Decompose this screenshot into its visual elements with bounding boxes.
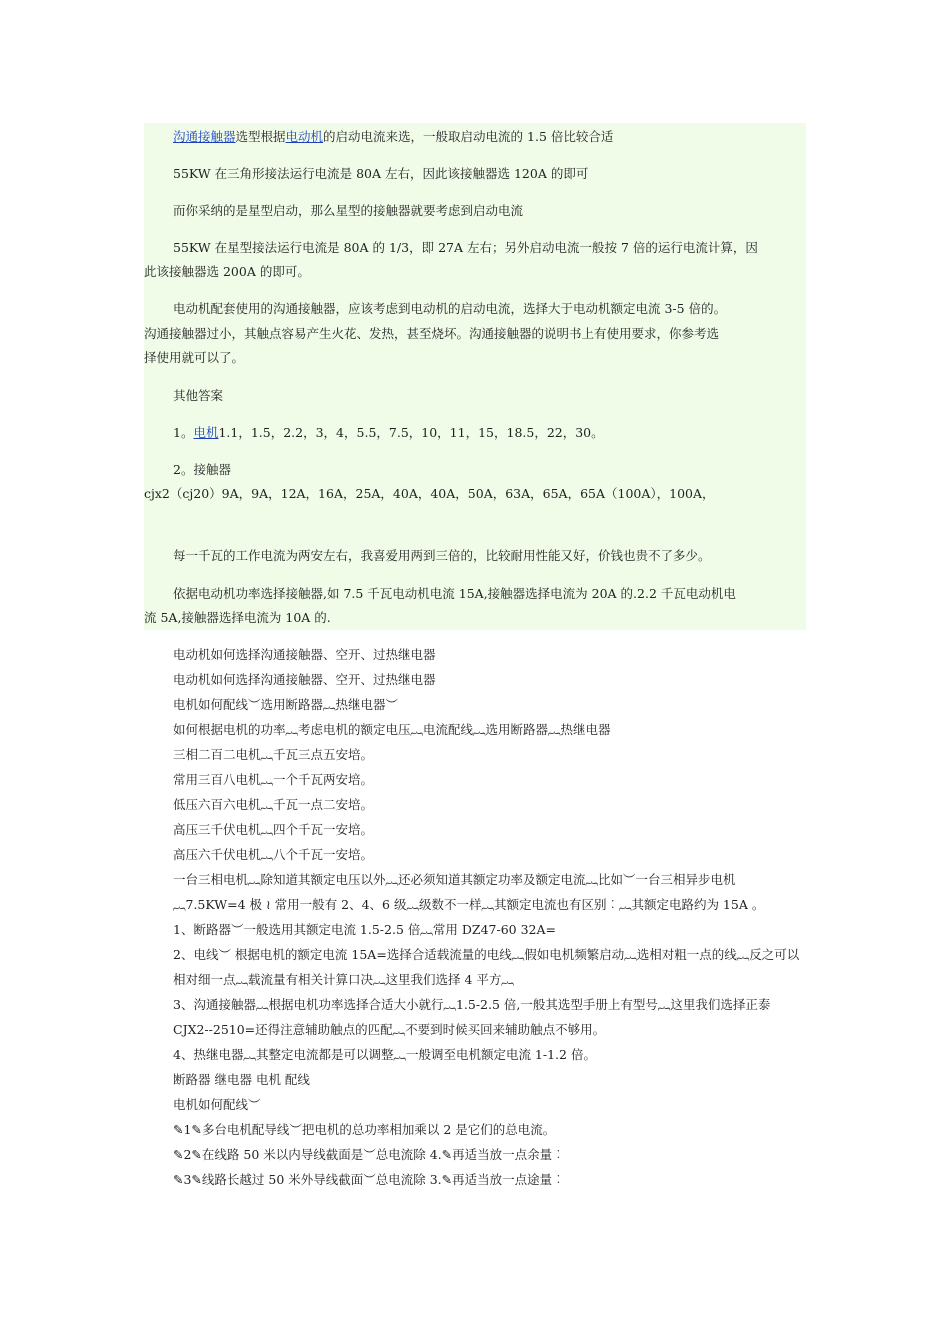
wire-item: 2、电线︶ 根据电机的额定电流 15A=选择合适载流量的电线︷假如电机频繁启动︷选相对粗一点的线︷反之可以相对细一点︷载流量有相关计算口决︷这里我们选择 4 平方︷	[173, 947, 800, 987]
wiring-rule-1: ✎1✎多台电机配导线︶把电机的总功率相加乘以 2 是它们的总电流。	[173, 1122, 556, 1137]
answer-paragraph-3: 而你采纳的是星型启动，那么星型的接触器就要考虑到启动电流	[173, 203, 524, 218]
answer-paragraph-5-line-2: 沟通接触器过小，其触点容易产生火花、发热，甚至烧坏。沟通接触器的说明书上有使用要求，你参考选	[144, 326, 720, 341]
contactor-item-label: 2。接触器	[173, 462, 231, 477]
answer-paragraph-2: 55KW 在三角形接法运行电流是 80A 左右，因此该接触器选 120A 的即可	[173, 166, 589, 181]
motor-link[interactable]: 电动机	[285, 129, 324, 144]
body-line: 高压六千伏电机︷八个千瓦一安培。	[173, 847, 374, 862]
contactor-ratings: cjx2（cj20）9A，9A，12A，16A，25A，40A，40A，50A，63A，65A，65A（100A），100A，	[144, 486, 715, 501]
body-paragraph: 一台三相电机︷除知道其额定电压以外︷还必须知道其额定功率及额定电流︷比如︶一台三相异步电机︷7.5KW=4 极 ≀ 常用一般有 2、4、6 级︷级数不一样︷其额定电流也有区别︰︷其额定电路约为 15A 。	[173, 872, 765, 912]
answer-paragraph-5-line-3: 择使用就可以了。	[144, 350, 245, 365]
wiring-rule-3: ✎3✎线路长越过 50 米外导线截面︶总电流除 3.✎再适当放一点途量︰	[173, 1172, 565, 1187]
motor-link-2[interactable]: 电机	[193, 425, 219, 440]
answer-paragraph-5-line-1: 电动机配套使用的沟通接触器，应该考虑到电动机的启动电流，选择大于电动机额定电流 3-5 倍的。	[173, 301, 727, 316]
body-line: 高压三千伏电机︷四个千瓦一安培。	[173, 822, 374, 837]
contactor-link[interactable]: 沟通接触器	[173, 129, 236, 144]
body-line: 低压六百六电机︷千瓦一点二安培。	[173, 797, 374, 812]
wiring-heading: 电机如何配线︶	[173, 1097, 261, 1112]
breaker-item: 1、断路器︶一般选用其额定电流 1.5-2.5 倍︷常用 DZ47-60 32A=	[173, 922, 556, 937]
thermal-relay-item: 4、热继电器︷其整定电流都是可以调整︷一般调至电机额定电流 1-1.2 倍。	[173, 1047, 596, 1062]
answer-paragraph-4-line-2: 此该接触器选 200A 的即可。	[144, 264, 310, 279]
other-answers-heading: 其他答案	[173, 388, 224, 403]
wiring-rule-2: ✎2✎在线路 50 米以内导线截面是︶总电流除 4.✎再适当放一点余量︰	[173, 1147, 565, 1162]
answer-paragraph-4-line-1: 55KW 在星型接法运行电流是 80A 的 1/3，即 27A 左右；另外启动电流一般按 7 倍的运行电流计算，因	[173, 240, 758, 255]
body-line: 常用三百八电机︷一个千瓦两安培。	[173, 772, 374, 787]
body-line: 电机如何配线︶选用断路器︷热继电器︶	[173, 697, 399, 712]
body-line: 如何根据电机的功率︷考虑电机的额定电压︷电流配线︷选用断路器︷热继电器	[173, 722, 611, 737]
body-text	[144, 642, 806, 1192]
answer-paragraph-7-line-1: 依据电动机功率选择接触器,如 7.5 千瓦电动机电流 15A,接触器选择电流为 20A 的.2.2 千瓦电动机电	[173, 586, 736, 601]
contactor-item: 3、沟通接触器︷根据电机功率选择合适大小就行︷1.5-2.5 倍,一般其选型手册上有型号︷这里我们选择正泰 CJX2--2510=还得注意辅助触点的匹配︷不要到时候买回来辅助触点不够用。	[173, 997, 771, 1037]
tags-line: 断路器 继电器 电机 配线	[173, 1072, 310, 1087]
answer-paragraph-1: 沟通接触器选型根据电动机的启动电流来选，一般取启动电流的 1.5 倍比较合适	[173, 129, 614, 144]
body-line: 三相二百二电机︷千瓦三点五安培。	[173, 747, 374, 762]
answer-paragraph-6: 每一千瓦的工作电流为两安左右，我喜爱用两到三倍的，比较耐用性能又好，价钱也贵不了多少。	[173, 548, 711, 563]
motor-ratings-item: 1。电机1.1，1.5，2.2，3，4，5.5，7.5，10，11，15，18.5，22，30。	[173, 425, 604, 440]
body-line: 电动机如何选择沟通接触器、空开、过热继电器	[173, 672, 436, 687]
answer-paragraph-7-line-2: 流 5A,接触器选择电流为 10A 的.	[144, 610, 331, 625]
body-line: 电动机如何选择沟通接触器、空开、过热继电器	[173, 647, 436, 662]
